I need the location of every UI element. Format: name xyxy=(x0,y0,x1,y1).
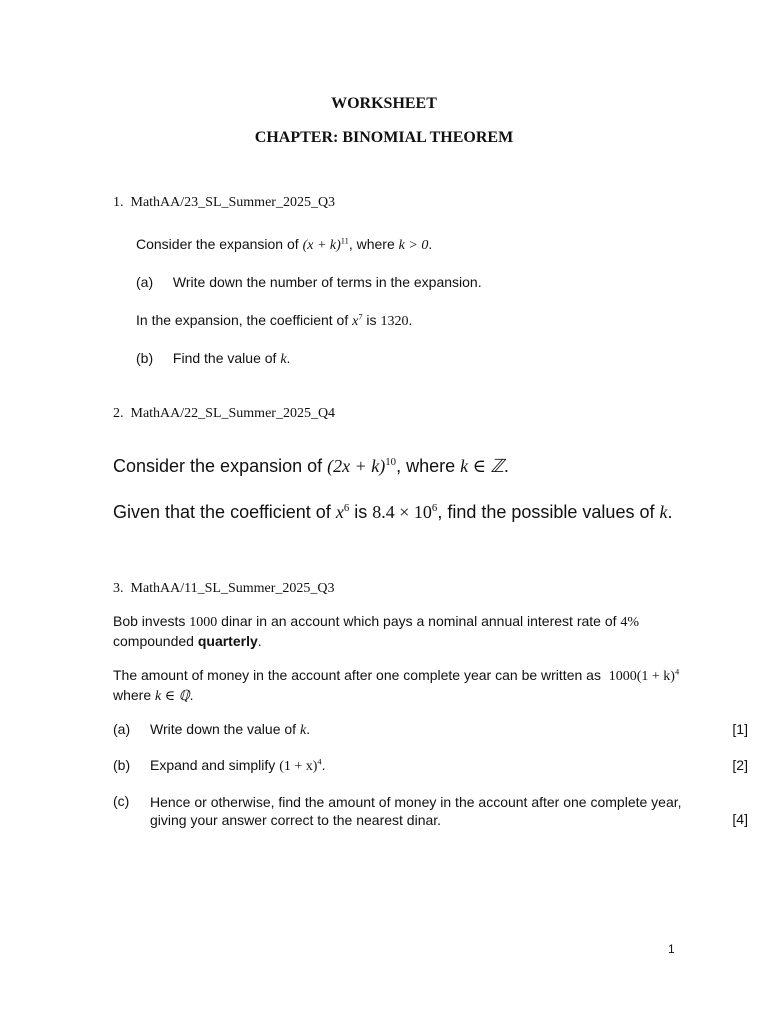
q3-number: 3. xyxy=(113,581,124,596)
q2-number: 2. xyxy=(113,406,124,421)
q3-paragraph-2: The amount of money in the account after one complete year can be written as $1000(1 + k)^4$ where k ∈ ℚ. xyxy=(113,667,680,704)
page-number: 1 xyxy=(668,942,675,956)
q1-info: In the expansion, the coefficient of $x^7$ is 1320. xyxy=(136,312,413,329)
q3-part-a-label: (a) xyxy=(113,721,131,737)
q3-part-b-mark: [2] xyxy=(732,757,748,773)
q1-number: 1. xyxy=(113,195,124,210)
q1-part-a-label: (a) xyxy=(136,274,154,290)
q3-part-c-text: Hence or otherwise, find the amount of money in the account after one complete year, giving your answer correct to the nearest dinar. xyxy=(150,794,682,828)
q3-part-a-mark: [1] xyxy=(732,721,748,737)
q3-part-b-label: (b) xyxy=(113,757,131,773)
q3-code: MathAA/11_SL_Summer_2025_Q3 xyxy=(130,581,335,596)
q1-part-a xyxy=(136,274,482,290)
q3-part-b-text: Expand and simplify $(1 + x)^4$. xyxy=(150,757,326,774)
q1-code: MathAA/23_SL_Summer_2025_Q3 xyxy=(130,195,336,210)
q1-part-a-text: Write down the number of terms in the expansion. xyxy=(172,274,482,290)
q1-part-b-label: (b) xyxy=(136,350,154,366)
q1-intro-expr: $(x + k)^{11}$ xyxy=(302,236,349,253)
q2-heading xyxy=(113,406,335,422)
q3-heading xyxy=(113,581,335,597)
q2-line1: Consider the expansion of $(2x + k)^{10}$, where k ∈ ℤ. xyxy=(113,456,509,476)
q3-part-a-text: Write down the value of k. xyxy=(150,721,311,738)
q2-line2: Given that the coefficient of $x^6$ is $8.4 \times 10^6$, find the possible values of k. xyxy=(113,502,673,522)
q1-heading xyxy=(113,195,335,211)
q3-part-c-mark: [4] xyxy=(732,811,748,827)
worksheet-title: WORKSHEET xyxy=(331,95,437,112)
q3-paragraph-1: Bob invests 1000 dinar in an account which pays a nominal annual interest rate of 4% compounded quarterly. xyxy=(113,613,640,649)
chapter-title: CHAPTER: BINOMIAL THEOREM xyxy=(254,129,514,146)
q3-part-c-label: (c) xyxy=(113,793,130,809)
q1-intro: Consider the expansion of $(x + k)^{11}$, where k > 0. xyxy=(136,236,433,253)
q1-part-b: (b) Find the value of k. xyxy=(136,350,291,367)
q2-code: MathAA/22_SL_Summer_2025_Q4 xyxy=(130,406,336,421)
